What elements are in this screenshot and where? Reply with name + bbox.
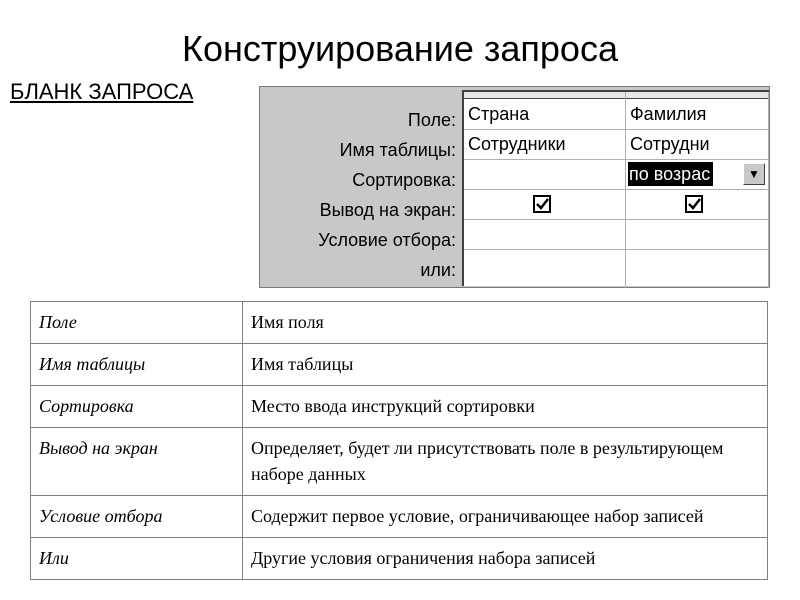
table-row xyxy=(31,538,768,580)
sort-dropdown-button[interactable] xyxy=(743,163,765,185)
row-label-sort: Сортировка: xyxy=(352,170,456,190)
table-row xyxy=(31,386,768,428)
table-row xyxy=(31,302,768,344)
row-key: Сортировка xyxy=(31,386,243,428)
table-cell[interactable]: Сотрудники xyxy=(464,130,625,160)
checkmark-icon xyxy=(688,198,701,210)
arrow-down-icon: ▼ xyxy=(748,167,760,181)
grid-column-1 xyxy=(464,92,626,288)
sort-selected-value: по возрас xyxy=(628,162,713,186)
row-value: Имя таблицы xyxy=(243,344,768,386)
row-label-or: или: xyxy=(420,260,456,280)
description-table xyxy=(30,301,768,580)
query-design-grid xyxy=(259,86,770,288)
row-value: Определяет, будет ли присутствовать поле в результирующем наборе данных xyxy=(243,428,768,496)
table-cell[interactable]: Сотрудни xyxy=(626,130,768,160)
field-cell[interactable]: Фамилия xyxy=(626,100,768,130)
column-selector[interactable] xyxy=(464,92,625,99)
row-value: Содержит первое условие, ограничивающее набор записей xyxy=(243,496,768,538)
show-cell xyxy=(464,190,625,220)
row-key: Или xyxy=(31,538,243,580)
show-checkbox[interactable] xyxy=(533,195,551,213)
sort-cell[interactable] xyxy=(464,160,625,190)
grid-column-2 xyxy=(626,92,769,288)
row-key: Условие отбора xyxy=(31,496,243,538)
row-label-field: Поле: xyxy=(407,110,456,130)
column-selector[interactable] xyxy=(626,92,768,99)
row-label-show: Вывод на экран: xyxy=(319,200,456,220)
page-title: Конструирование запроса xyxy=(182,28,618,69)
show-cell xyxy=(626,190,768,220)
table-row xyxy=(31,428,768,496)
row-value: Другие условия ограничения набора записей xyxy=(243,538,768,580)
section-subtitle: БЛАНК ЗАПРОСА xyxy=(10,79,194,104)
or-cell[interactable] xyxy=(626,250,768,280)
row-key: Вывод на экран xyxy=(31,428,243,496)
sort-cell[interactable] xyxy=(626,160,768,190)
checkmark-icon xyxy=(536,198,549,210)
show-checkbox[interactable] xyxy=(685,195,703,213)
table-row xyxy=(31,496,768,538)
or-cell[interactable] xyxy=(464,250,625,280)
row-label-criteria: Условие отбора: xyxy=(318,230,456,250)
field-cell[interactable]: Страна xyxy=(464,100,625,130)
criteria-cell[interactable] xyxy=(464,220,625,250)
row-key: Имя таблицы xyxy=(31,344,243,386)
row-key: Поле xyxy=(31,302,243,344)
row-value: Имя поля xyxy=(243,302,768,344)
grid-columns xyxy=(462,90,769,286)
criteria-cell[interactable] xyxy=(626,220,768,250)
row-value: Место ввода инструкций сортировки xyxy=(243,386,768,428)
table-row xyxy=(31,344,768,386)
row-label-table: Имя таблицы: xyxy=(339,140,456,160)
